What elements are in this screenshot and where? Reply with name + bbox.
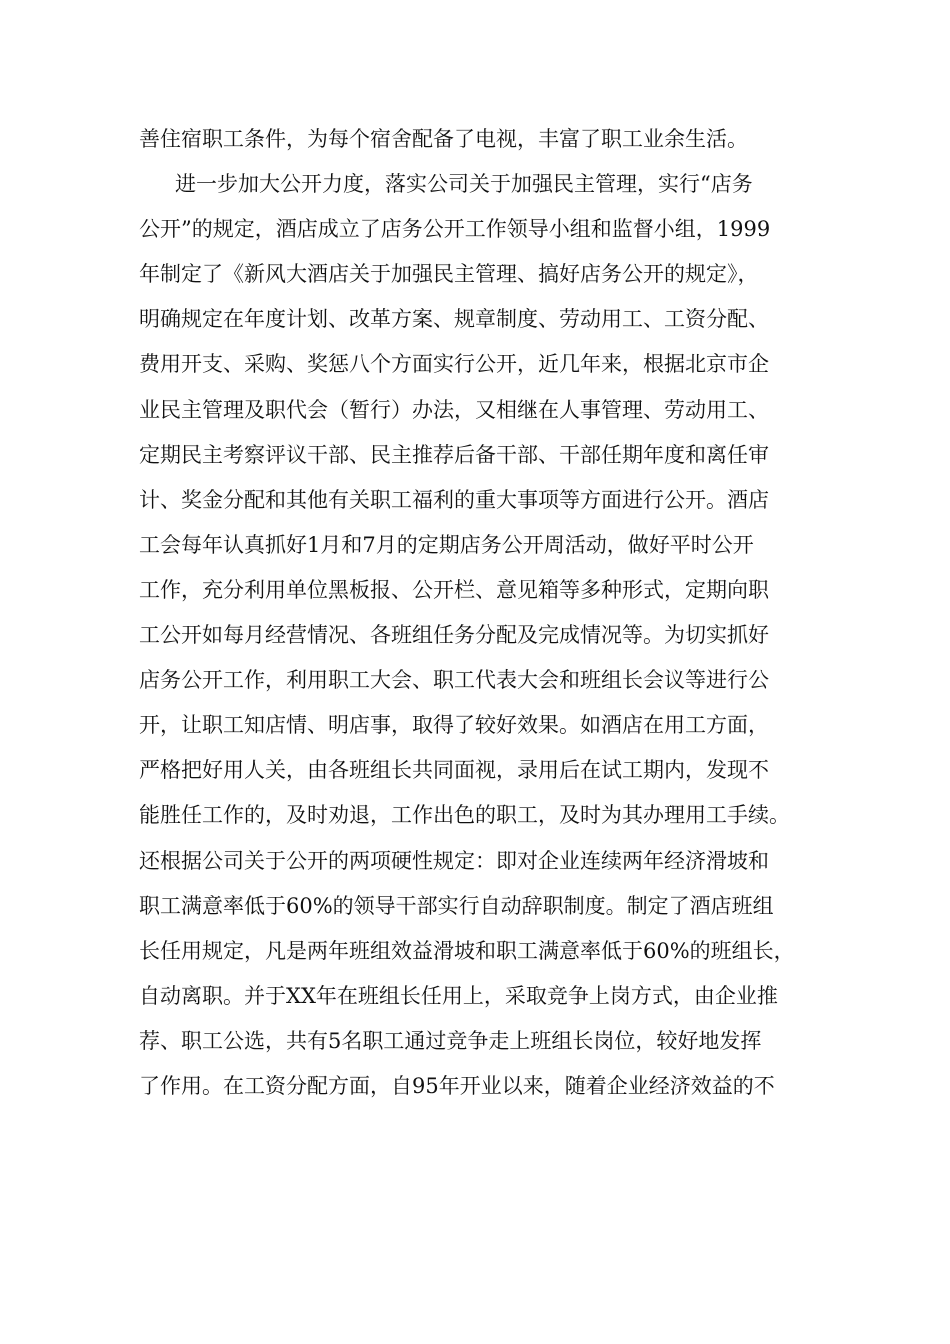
text-line: 还根据公司关于公开的两项硬性规定：即对企业连续两年经济滑坡和 [139, 848, 769, 873]
text-line: 了作用。在工资分配方面，自95年开业以来，随着企业经济效益的不 [139, 1073, 775, 1098]
body-text [139, 117, 839, 1109]
text-line: 工会每年认真抓好1月和7月的定期店务公开周活动，做好平时公开 [139, 532, 754, 557]
text-line: 善住宿职工条件，为每个宿舍配备了电视，丰富了职工业余生活。 [139, 127, 748, 151]
text-line: 自动离职。并于XX年在班组长任用上，采取竞争上岗方式，由企业推 [139, 983, 778, 1008]
text-line: 严格把好用人关，由各班组长共同面视，录用后在试工期内，发现不 [139, 758, 769, 783]
text-line: 计、奖金分配和其他有关职工福利的重大事项等方面进行公开。酒店 [139, 487, 769, 512]
text-line: 工公开如每月经营情况、各班组任务分配及完成情况等。为切实抓好 [139, 623, 769, 648]
text-line: 开，让职工知店情、明店事，取得了较好效果。如酒店在用工方面， [139, 713, 769, 738]
text-line: 进一步加大公开力度，落实公司关于加强民主管理，实行“店务 [175, 172, 753, 197]
text-line: 工作，充分利用单位黑板报、公开栏、意见箱等多种形式，定期向职 [139, 577, 769, 602]
text-line: 业民主管理及职代会（暂行）办法，又相继在人事管理、劳动用工、 [139, 397, 769, 422]
text-line: 店务公开工作，利用职工大会、职工代表大会和班组长会议等进行公 [139, 668, 769, 693]
text-line: 定期民主考察评议干部、民主推荐后备干部、干部任期年度和离任审 [139, 442, 769, 467]
text-line: 职工满意率低于60%的领导干部实行自动辞职制度。制定了酒店班组 [139, 893, 774, 918]
text-line: 长任用规定，凡是两年班组效益滑坡和职工满意率低于60%的班组长， [139, 938, 795, 963]
text-line: 荐、职工公选，共有5名职工通过竞争走上班组长岗位，较好地发挥 [139, 1028, 762, 1053]
text-line: 能胜任工作的，及时劝退，工作出色的职工，及时为其办理用工手续。 [139, 803, 790, 828]
text-line: 年制定了《新风大酒店关于加强民主管理、搞好店务公开的规定》， [139, 262, 759, 287]
text-line: 公开”的规定，酒店成立了店务公开工作领导小组和监督小组，1999 [139, 217, 771, 242]
text-line: 费用开支、采购、奖惩八个方面实行公开，近几年来，根据北京市企 [139, 352, 769, 377]
text-line: 明确规定在年度计划、改革方案、规章制度、劳动用工、工资分配、 [139, 307, 769, 332]
